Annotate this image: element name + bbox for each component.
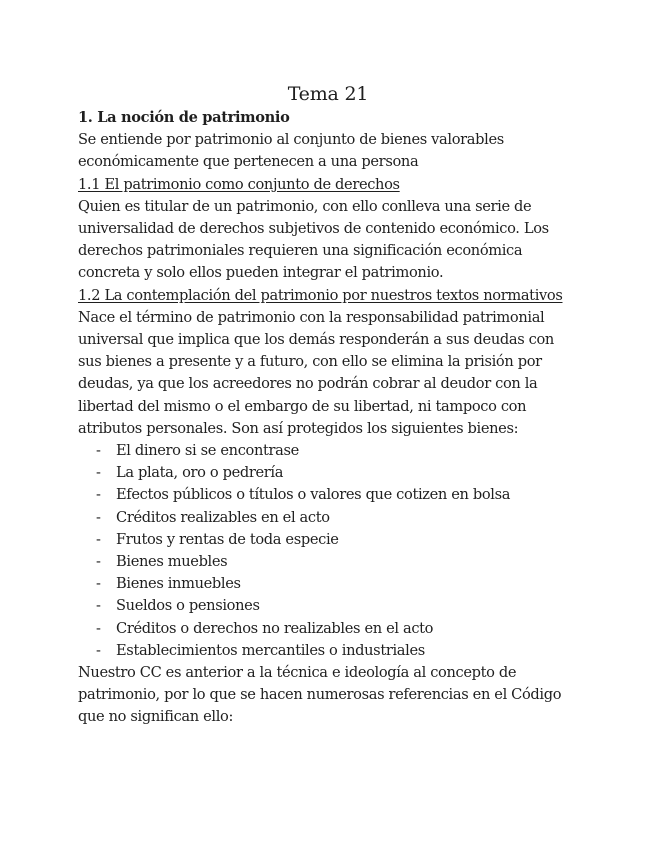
list-item-text: Créditos realizables en el acto — [116, 508, 330, 526]
list-item — [78, 640, 578, 662]
bullet-dash: - — [96, 575, 101, 593]
list-item-text: Créditos o derechos no realizables en el acto — [116, 619, 434, 637]
section-1-2-heading: 1.2 La contemplación del patrimonio por nuestros textos normativos — [78, 286, 563, 304]
document-page — [78, 82, 578, 729]
list-item-text: Sueldos o pensiones — [116, 597, 260, 615]
list-item — [78, 484, 578, 506]
bullet-dash: - — [96, 442, 101, 460]
closing-paragraph: Nuestro CC es anterior a la técnica e ideología al concepto de patrimonio, por lo que se hacen numerosas referencias en el Código que no significan ello: — [78, 664, 562, 726]
list-item — [78, 507, 578, 529]
list-item — [78, 573, 578, 595]
section-1-2-paragraph: Nace el término de patrimonio con la responsabilidad patrimonial universal que implica que los demás responderán a sus deudas con sus bienes a presente y a futuro, con ello se elimina la prisión por deudas, ya que los acreedores no podrán cobrar al deudor con la libertad del mismo o el embargo de su libertad, ni tampoco con atributos personales. Son así protegidos los siguientes bienes: — [78, 308, 554, 437]
bullet-dash: - — [96, 597, 101, 615]
list-item-text: Bienes muebles — [116, 553, 228, 571]
list-item — [78, 529, 578, 551]
list-item — [78, 618, 578, 640]
bullet-dash: - — [96, 530, 101, 548]
list-item — [78, 440, 578, 462]
list-item-text: Establecimientos mercantiles o industriales — [116, 641, 425, 659]
bullet-dash: - — [96, 508, 101, 526]
list-item-text: Efectos públicos o títulos o valores que cotizen en bolsa — [116, 486, 511, 504]
bullet-dash: - — [96, 486, 101, 504]
list-item-text: La plata, oro o pedrería — [116, 464, 284, 482]
bullet-dash: - — [96, 464, 101, 482]
list-item — [78, 462, 578, 484]
list-item — [78, 595, 578, 617]
protected-goods-list — [78, 440, 578, 662]
document-title: Tema 21 — [287, 83, 369, 105]
section-1-paragraph: Se entiende por patrimonio al conjunto de bienes valorables económicamente que pertenecen a una persona — [78, 131, 504, 171]
list-item-text: Frutos y rentas de toda especie — [116, 530, 339, 548]
bullet-dash: - — [96, 619, 101, 637]
section-1-heading: 1. La noción de patrimonio — [78, 109, 290, 126]
list-item — [78, 551, 578, 573]
section-1-1-heading: 1.1 El patrimonio como conjunto de derechos — [78, 175, 400, 193]
list-item-text: Bienes inmuebles — [116, 575, 241, 593]
bullet-dash: - — [96, 641, 101, 659]
list-item-text: El dinero si se encontrase — [116, 442, 299, 460]
section-1-1-paragraph: Quien es titular de un patrimonio, con ello conlleva una serie de universalidad de derechos subjetivos de contenido económico. Los derechos patrimoniales requieren una significación económica concreta y solo ellos pueden integrar el patrimonio. — [78, 197, 549, 282]
bullet-dash: - — [96, 553, 101, 571]
